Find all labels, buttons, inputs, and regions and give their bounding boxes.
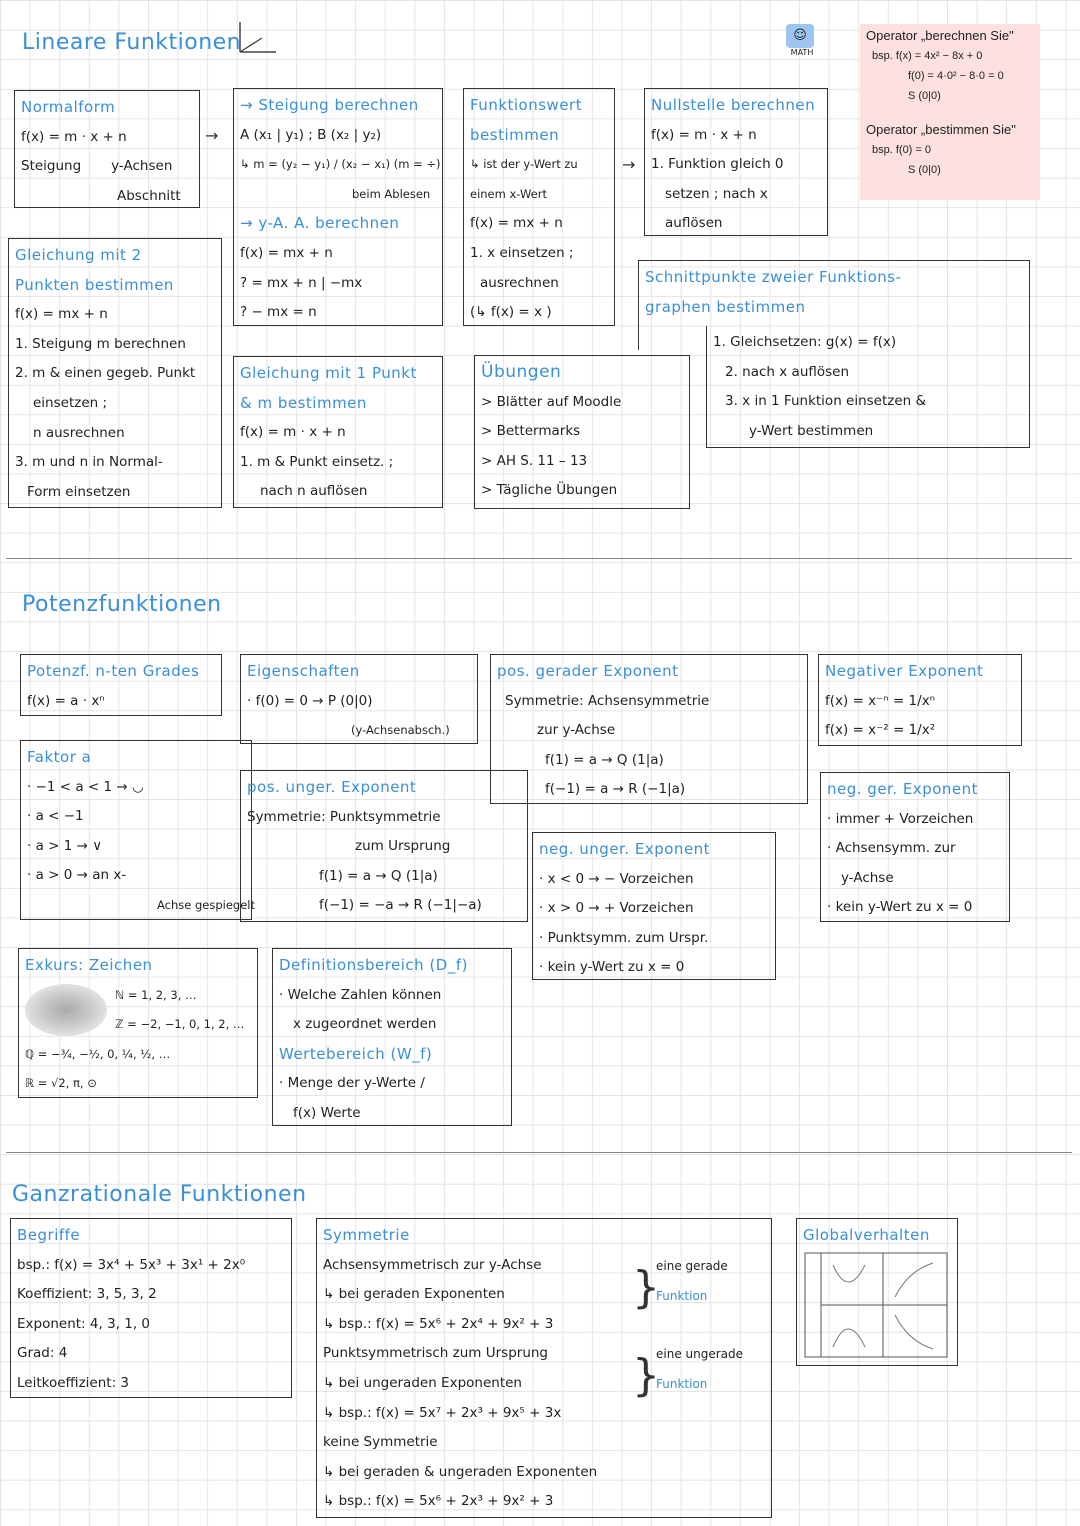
section-title-ganzrational: Ganzrationale Funktionen (12, 1182, 307, 1207)
eigenschaften-box: Eigenschaften · f(0) = 0 → P (0|0) (y-Achsenabsch.) (240, 654, 478, 744)
uebungen-box: Übungen > Blätter auf Moodle > Bettermarks > AH S. 11 – 13 > Tägliche Übungen (474, 355, 690, 509)
neggerade-box: neg. ger. Exponent · immer + Vorzeichen · Achsensymm. zur y-Achse · kein y-Wert zu x = 0 (820, 772, 1010, 922)
globalverhalten-box: Globalverhalten (796, 1218, 958, 1366)
brace-icon: } (632, 1350, 660, 1401)
smiley-icon: ☺ (786, 24, 814, 48)
math-sticker: ☺ MATH (782, 24, 822, 64)
posunger-box: pos. unger. Exponent Symmetrie: Punktsymmetrie zum Ursprung f(1) = a → Q (1|a) f(−1) = −a → R (−1|−a) (240, 770, 528, 922)
posgerade-box: pos. gerader Exponent Symmetrie: Achsensymmetrie zur y-Achse f(1) = a → Q (1|a) f(−1) = a → R (−1|a) (490, 654, 808, 804)
normalform-formula: f(x) = m · x + n (21, 128, 127, 145)
ungerade-funktion-note: eine ungerade Funktion (656, 1347, 744, 1391)
normalform-box: Normalform f(x) = m · x + n Steigung y-Achsen Abschnitt (14, 90, 200, 208)
steigung-box: → Steigung berechnen A (x₁ | y₁) ; B (x₂ | y₂) ↳ m = (y₂ − y₁) / (x₂ − x₁) (m = ÷) beim Ablesen → y-A. A. berechnen f(x) = mx + n ? = mx + n | −mx ? − mx = n (233, 88, 443, 326)
section-title-linear: Lineare Funktionen (22, 30, 242, 55)
faktor-box: Faktor a · −1 < a < 1 → ◡ · a < −1 · a > 1 → ∨ · a > 0 → an x- Achse gespiegelt (20, 740, 252, 920)
definition-box: Definitionsbereich (D_f) · Welche Zahlen können x zugeordnet werden Wertebereich (W_f) · Menge der y-Werte / f(x) Werte (272, 948, 512, 1126)
gerade-funktion-note: eine gerade Funktion (656, 1259, 728, 1303)
schnittpunkte-box: Schnittpunkte zweier Funktions- graphen bestimmen (638, 260, 1030, 350)
nullstelle-box: Nullstelle berechnen f(x) = m · x + n 1. Funktion gleich 0 setzen ; nach x auflösen (644, 88, 828, 236)
begriffe-box: Begriffe bsp.: f(x) = 3x⁴ + 5x³ + 3x¹ + 2x⁰ Koeffizient: 3, 5, 3, 2 Exponent: 4, 3, 1, 0 Grad: 4 Leitkoeffizient: 3 (10, 1218, 292, 1398)
divider (6, 558, 1072, 559)
arrow-icon: → (622, 155, 636, 174)
symmetrie-box: Symmetrie Achsensymmetrisch zur y-Achse ↳ bei geraden Exponenten ↳ bsp.: f(x) = 5x⁶ + 2x⁴ + 9x² + 3 Punktsymmetrisch zum Ursprung ↳ bei ungeraden Exponenten ↳ bsp.: f(x) = 5x⁷ + 2x³ + 9x⁵ + 3x keine Symmetrie ↳ bei geraden & ungeraden Exponenten ↳ bsp.: f(x) = 5x⁶ + 2x³ + 9x² + 3 (316, 1218, 772, 1518)
divider (6, 1152, 1072, 1153)
number-sets-diagram (25, 984, 107, 1036)
negunger-box: neg. unger. Exponent · x < 0 → − Vorzeichen · x > 0 → + Vorzeichen · Punktsymm. zum Urspr. · kein y-Wert zu x = 0 (532, 832, 776, 980)
axes-icon (232, 18, 282, 58)
zweipunkte-box: Gleichung mit 2 Punkten bestimmen f(x) = mx + n 1. Steigung m berechnen 2. m & einen gegeb. Punkt einsetzen ; n ausrechnen 3. m und n in Normal- Form einsetzen (8, 238, 222, 508)
potenz-box: Potenzf. n-ten Grades f(x) = a · xⁿ (20, 654, 222, 716)
brace-icon: } (632, 1262, 660, 1313)
funktionswert-box: Funktionswert bestimmen ↳ ist der y-Wert zu einem x-Wert f(x) = mx + n 1. x einsetzen ; ausrechnen (↳ f(x) = x ) (463, 88, 615, 326)
arrow-icon: → (205, 126, 219, 145)
schnittpunkte-steps: 1. Gleichsetzen: g(x) = f(x) 2. nach x auflösen 3. x in 1 Funktion einsetzen & y-Wert bestimmen (706, 326, 1030, 448)
einpunkt-box: Gleichung mit 1 Punkt & m bestimmen f(x) = m · x + n 1. m & Punkt einsetz. ; nach n auflösen (233, 356, 443, 508)
section-title-potenz: Potenzfunktionen (22, 592, 222, 617)
negexp-box: Negativer Exponent f(x) = x⁻ⁿ = 1/xⁿ f(x) = x⁻² = 1/x² (818, 654, 1022, 746)
globalverhalten-table (803, 1251, 949, 1359)
operator-note: Operator „berechnen Sie" bsp. f(x) = 4x² − 8x + 0 f(0) = 4·0² − 8·0 = 0 S (0|0) Operator „bestimmen Sie" bsp. f(0) = 0 S (0|0) (860, 24, 1040, 200)
exkurs-box: Exkurs: Zeichen ℕ = 1, 2, 3, … ℤ = −2, −1, 0, 1, 2, … ℚ = −¾, −½, 0, ¼, ½, … ℝ = √2, π, ⊙ (18, 948, 258, 1098)
